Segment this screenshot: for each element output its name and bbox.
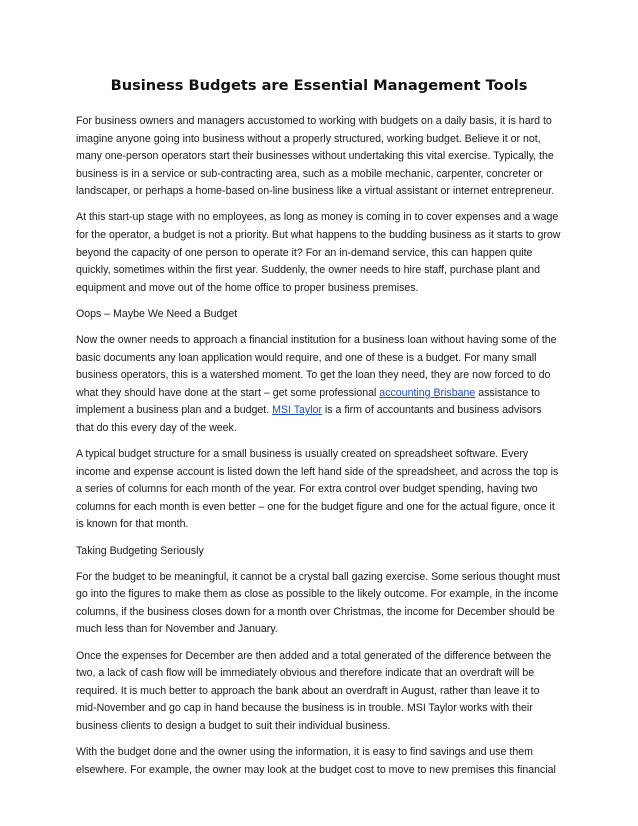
paragraph-spreadsheet: A typical budget structure for a small business is usually created on spreadsheet software. Every income and expense account is listed down the left hand side of the spreadsheet, and across the top is a series of columns for each month of the year. For extra control over budget spending, having two columns for each month is even better – one for the budget figure and one for the actual figure, once it is known for that month.	[76, 448, 559, 531]
paragraph-loan	[76, 332, 562, 438]
paragraph-savings: With the budget done and the owner using the information, it is easy to find savings and use them elsewhere. For example, the owner may look at the budget cost to move to new premises this financial	[76, 746, 556, 776]
document-title: Business Budgets are Essential Management Tools	[110, 77, 528, 94]
accounting-brisbane-link[interactable]: accounting Brisbane	[379, 386, 476, 399]
paragraph-loan-text-a: Now the owner needs to approach a financial institution for a business loan without having some of the basic documents any loan application would require, and one of these is a budget. For many small business operators, this is a watershed moment. To get the loan they need, they are now forced to do what they should have done at the start – get some professional	[76, 334, 557, 399]
paragraph-loan-text-c: is a firm of accountants and business advisors that do this every day of the week.	[76, 404, 542, 434]
paragraph-loan-text-b: assistance to implement a business plan and a budget.	[76, 386, 541, 417]
section-heading-oops: Oops – Maybe We Need a Budget	[76, 307, 238, 320]
paragraph-startup: At this start-up stage with no employees, as long as money is coming in to cover expenses and a wage for the operator, a budget is not a priority. But what happens to the budding business as it starts to grow beyond the capacity of one person to operate it? For an in-demand service, this can happen quite quickly, sometimes within the first year. Suddenly, the owner needs to hire staff, purchase plant and equipment and move out of the home office to proper business premises.	[76, 211, 561, 294]
msi-taylor-link[interactable]: MSI Taylor	[272, 404, 322, 417]
paragraph-meaningful: For the budget to be meaningful, it cannot be a crystal ball gazing exercise. Some serious thought must go into the figures to make them as close as possible to the likely outcome. For example, in the income columns, if the business closes down for a month over Christmas, the income for December should be much less than for November and January.	[76, 570, 561, 636]
section-heading-seriously: Taking Budgeting Seriously	[76, 544, 204, 557]
paragraph-overdraft: Once the expenses for December are then added and a total generated of the difference between the two, a lack of cash flow will be immediately obvious and therefore indicate that an overdraft will be required. It is much better to approach the bank about an overdraft in August, rather than leave it to mid-November and go cap in hand because the business is in trouble. MSI Taylor works with their business clients to design a budget to suit their individual business.	[76, 649, 552, 732]
paragraph-intro: For business owners and managers accustomed to working with budgets on a daily basis, it is hard to imagine anyone going into business without a properly structured, working budget. Believe it or not, many one-person operators start their businesses without undertaking this vital exercise. Typically, the business is in a service or sub-contracting area, such as a mobile mechanic, carpenter, concreter or landscaper, or perhaps a home-based on-line business like a virtual assistant or internet entrepreneur.	[76, 115, 555, 198]
